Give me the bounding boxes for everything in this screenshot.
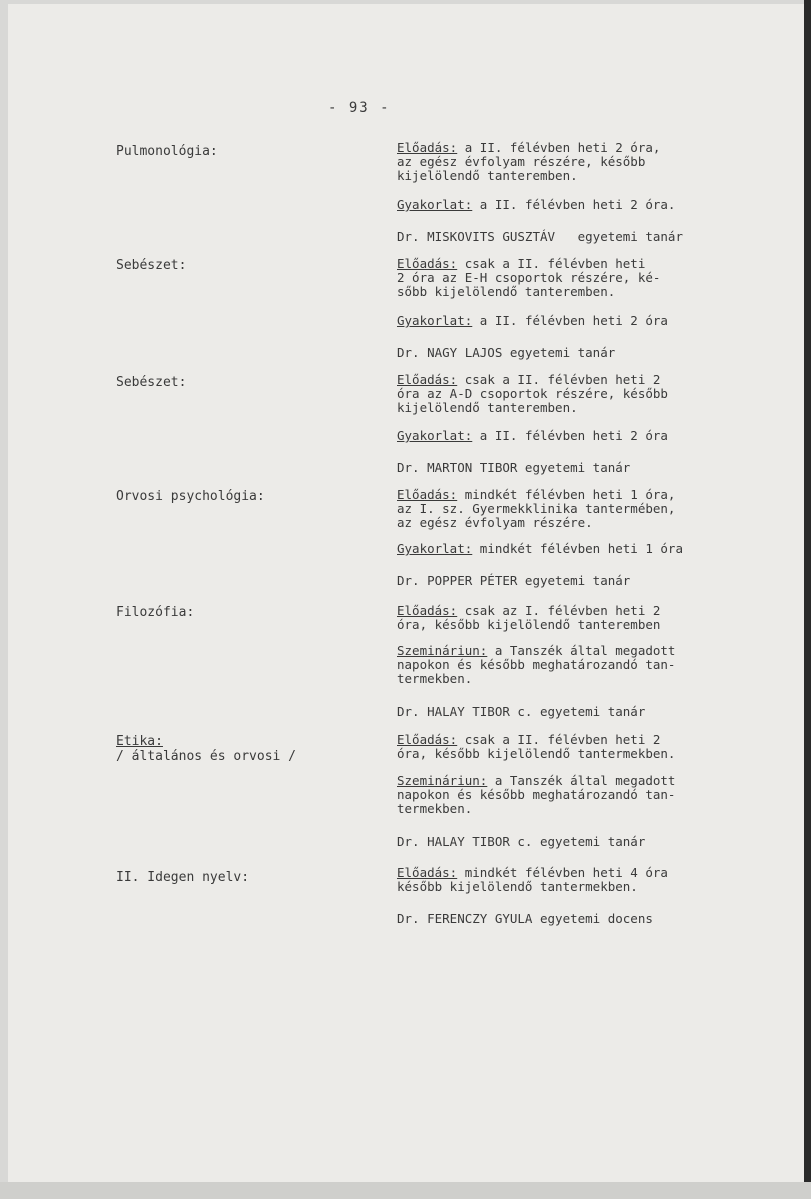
lecture-sebeszet-2 (397, 373, 777, 415)
lecture-label: Előadás: (397, 487, 458, 502)
lecture-text: csak a II. félévben heti 2 óra, később kijelölendő tantermekben. (397, 732, 676, 761)
seminar-text: a Tanszék által megadott napokon és később meghatározandó tan- termekben. (397, 773, 676, 816)
practice-text: a II. félévben heti 2 óra (472, 313, 668, 328)
subject-psychologia: Orvosi psychológia: (116, 489, 265, 504)
lecture-text: csak a II. félévben heti 2 óra az A-D csoportok részére, később kijelölendő tanteremben. (397, 372, 668, 415)
subject-etika (116, 734, 296, 764)
seminar-text: a Tanszék által megadott napokon és később meghatározandó tan- termekben. (397, 643, 676, 686)
lecture-sebeszet-1 (397, 257, 777, 299)
subject-sebeszet-1: Sebészet: (116, 258, 187, 273)
lecture-label: Előadás: (397, 140, 458, 155)
lecture-text: mindkét félévben heti 1 óra, az I. sz. Gyermekklinika tantermében, az egész évfolyam részére. (397, 487, 676, 530)
seminar-filozofia (397, 644, 777, 686)
practice-label: Gyakorlat: (397, 313, 473, 328)
practice-psychologia (397, 542, 777, 556)
teacher-filozofia: Dr. HALAY TIBOR c. egyetemi tanár (397, 704, 646, 719)
teacher-etika: Dr. HALAY TIBOR c. egyetemi tanár (397, 834, 646, 849)
subject-etika-subtitle: / általános és orvosi / (116, 749, 297, 764)
teacher-idegen-nyelv: Dr. FERENCZY GYULA egyetemi docens (397, 911, 653, 926)
practice-text: mindkét félévben heti 1 óra (472, 541, 683, 556)
practice-label: Gyakorlat: (397, 197, 473, 212)
lecture-idegen-nyelv (397, 866, 777, 894)
practice-label: Gyakorlat: (397, 428, 473, 443)
practice-sebeszet-1 (397, 314, 777, 328)
scan-edge-bottom (0, 1182, 811, 1199)
seminar-label: Szemináriun: (397, 643, 488, 658)
lecture-text: csak a II. félévben heti 2 óra az E-H csoportok részére, ké- sőbb kijelölendő tanteremben. (397, 256, 661, 299)
seminar-etika (397, 774, 777, 816)
subject-filozofia: Filozófia: (116, 605, 195, 620)
document-page (8, 4, 804, 1182)
seminar-label: Szemináriun: (397, 773, 488, 788)
lecture-filozofia (397, 604, 777, 632)
lecture-label: Előadás: (397, 256, 458, 271)
subject-etika-title: Etika: (116, 734, 163, 749)
subject-sebeszet-2: Sebészet: (116, 375, 187, 390)
lecture-text: mindkét félévben heti 4 óra később kijelölendő tantermekben. (397, 865, 668, 894)
teacher-pulmonologia: Dr. MISKOVITS GUSZTÁV egyetemi tanár (397, 229, 683, 244)
lecture-psychologia (397, 488, 777, 530)
subject-pulmonologia: Pulmonológia: (116, 144, 218, 159)
practice-text: a II. félévben heti 2 óra. (472, 197, 676, 212)
teacher-sebeszet-2: Dr. MARTON TIBOR egyetemi tanár (397, 460, 631, 475)
lecture-text: csak az I. félévben heti 2 óra, később kijelölendő tanteremben (397, 603, 661, 632)
practice-pulmonologia (397, 198, 777, 212)
teacher-psychologia: Dr. POPPER PÉTER egyetemi tanár (397, 573, 631, 588)
lecture-label: Előadás: (397, 372, 458, 387)
subject-idegen-nyelv: II. Idegen nyelv: (116, 870, 250, 885)
lecture-label: Előadás: (397, 603, 458, 618)
lecture-text: a II. félévben heti 2 óra, az egész évfolyam részére, később kijelölendő tanteremben. (397, 140, 661, 183)
lecture-etika (397, 733, 777, 761)
practice-text: a II. félévben heti 2 óra (472, 428, 668, 443)
practice-label: Gyakorlat: (397, 541, 473, 556)
lecture-pulmonologia (397, 141, 777, 183)
lecture-label: Előadás: (397, 732, 458, 747)
page-number: - 93 - (328, 100, 391, 116)
practice-sebeszet-2 (397, 429, 777, 443)
scan-edge-right (804, 0, 811, 1199)
teacher-sebeszet-1: Dr. NAGY LAJOS egyetemi tanár (397, 345, 616, 360)
lecture-label: Előadás: (397, 865, 458, 880)
